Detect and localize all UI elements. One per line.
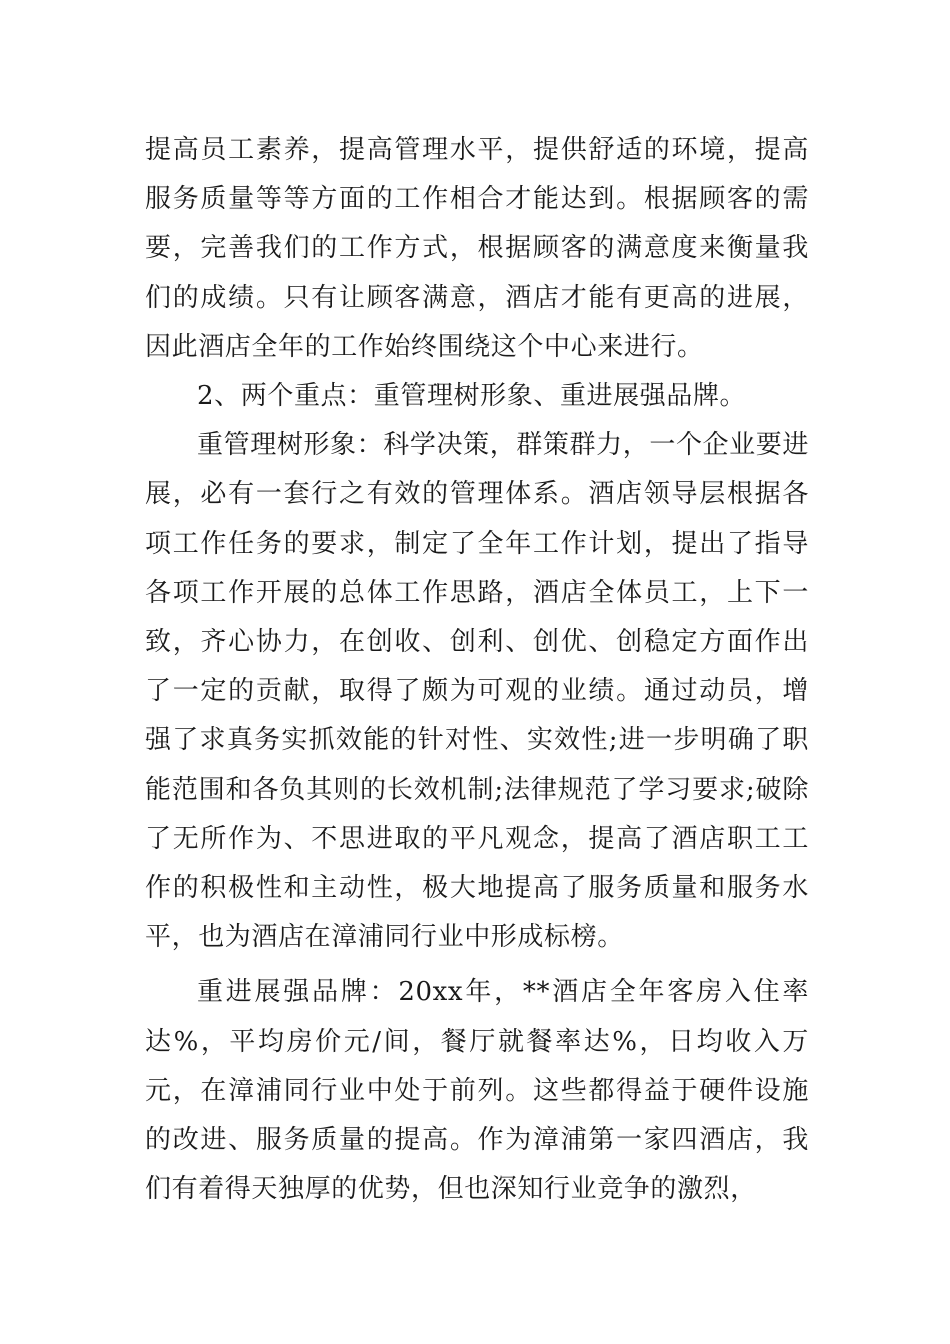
paragraph-two-focus-heading: 2、两个重点：重管理树形象、重进展强品牌。 [197, 381, 747, 412]
paragraph-continuation: 提高员工素养，提高管理水平，提供舒适的环境，提高服务质量等等方面的工作相合才能达到。根据顾客的需要，完善我们的工作方式，根据顾客的满意度来衡量我们的成绩。只有让顾客满意，酒店才能有更高的进展，因此酒店全年的工作始终围绕这个中心来进行。 [145, 135, 809, 362]
paragraph-brand-development: 重进展强品牌：20xx年，**酒店全年客房入住率达%，平均房价元/间，餐厅就餐率达%，日均收入万元，在漳浦同行业中处于前列。这些都得益于硬件设施的改进、服务质量的提高。作为漳浦第一家四酒店，我们有着得天独厚的优势，但也深知行业竞争的激烈， [145, 977, 809, 1205]
paragraph-management-image: 重管理树形象：科学决策，群策群力，一个企业要进展，必有一套行之有效的管理体系。酒店领导层根据各项工作任务的要求，制定了全年工作计划，提出了指导各项工作开展的总体工作思路，酒店全体员工，上下一致，齐心协力，在创收、创利、创优、创稳定方面作出了一定的贡献，取得了颇为可观的业绩。通过动员，增强了求真务实抓效能的针对性、实效性;进一步明确了职能范围和各负其则的长效机制;法律规范了学习要求;破除了无所作为、不思进取的平凡观念，提高了酒店职工工作的积极性和主动性，极大地提高了服务质量和服务水平，也为酒店在漳浦同行业中形成标榜。 [145, 430, 809, 953]
body-text [145, 126, 809, 1214]
